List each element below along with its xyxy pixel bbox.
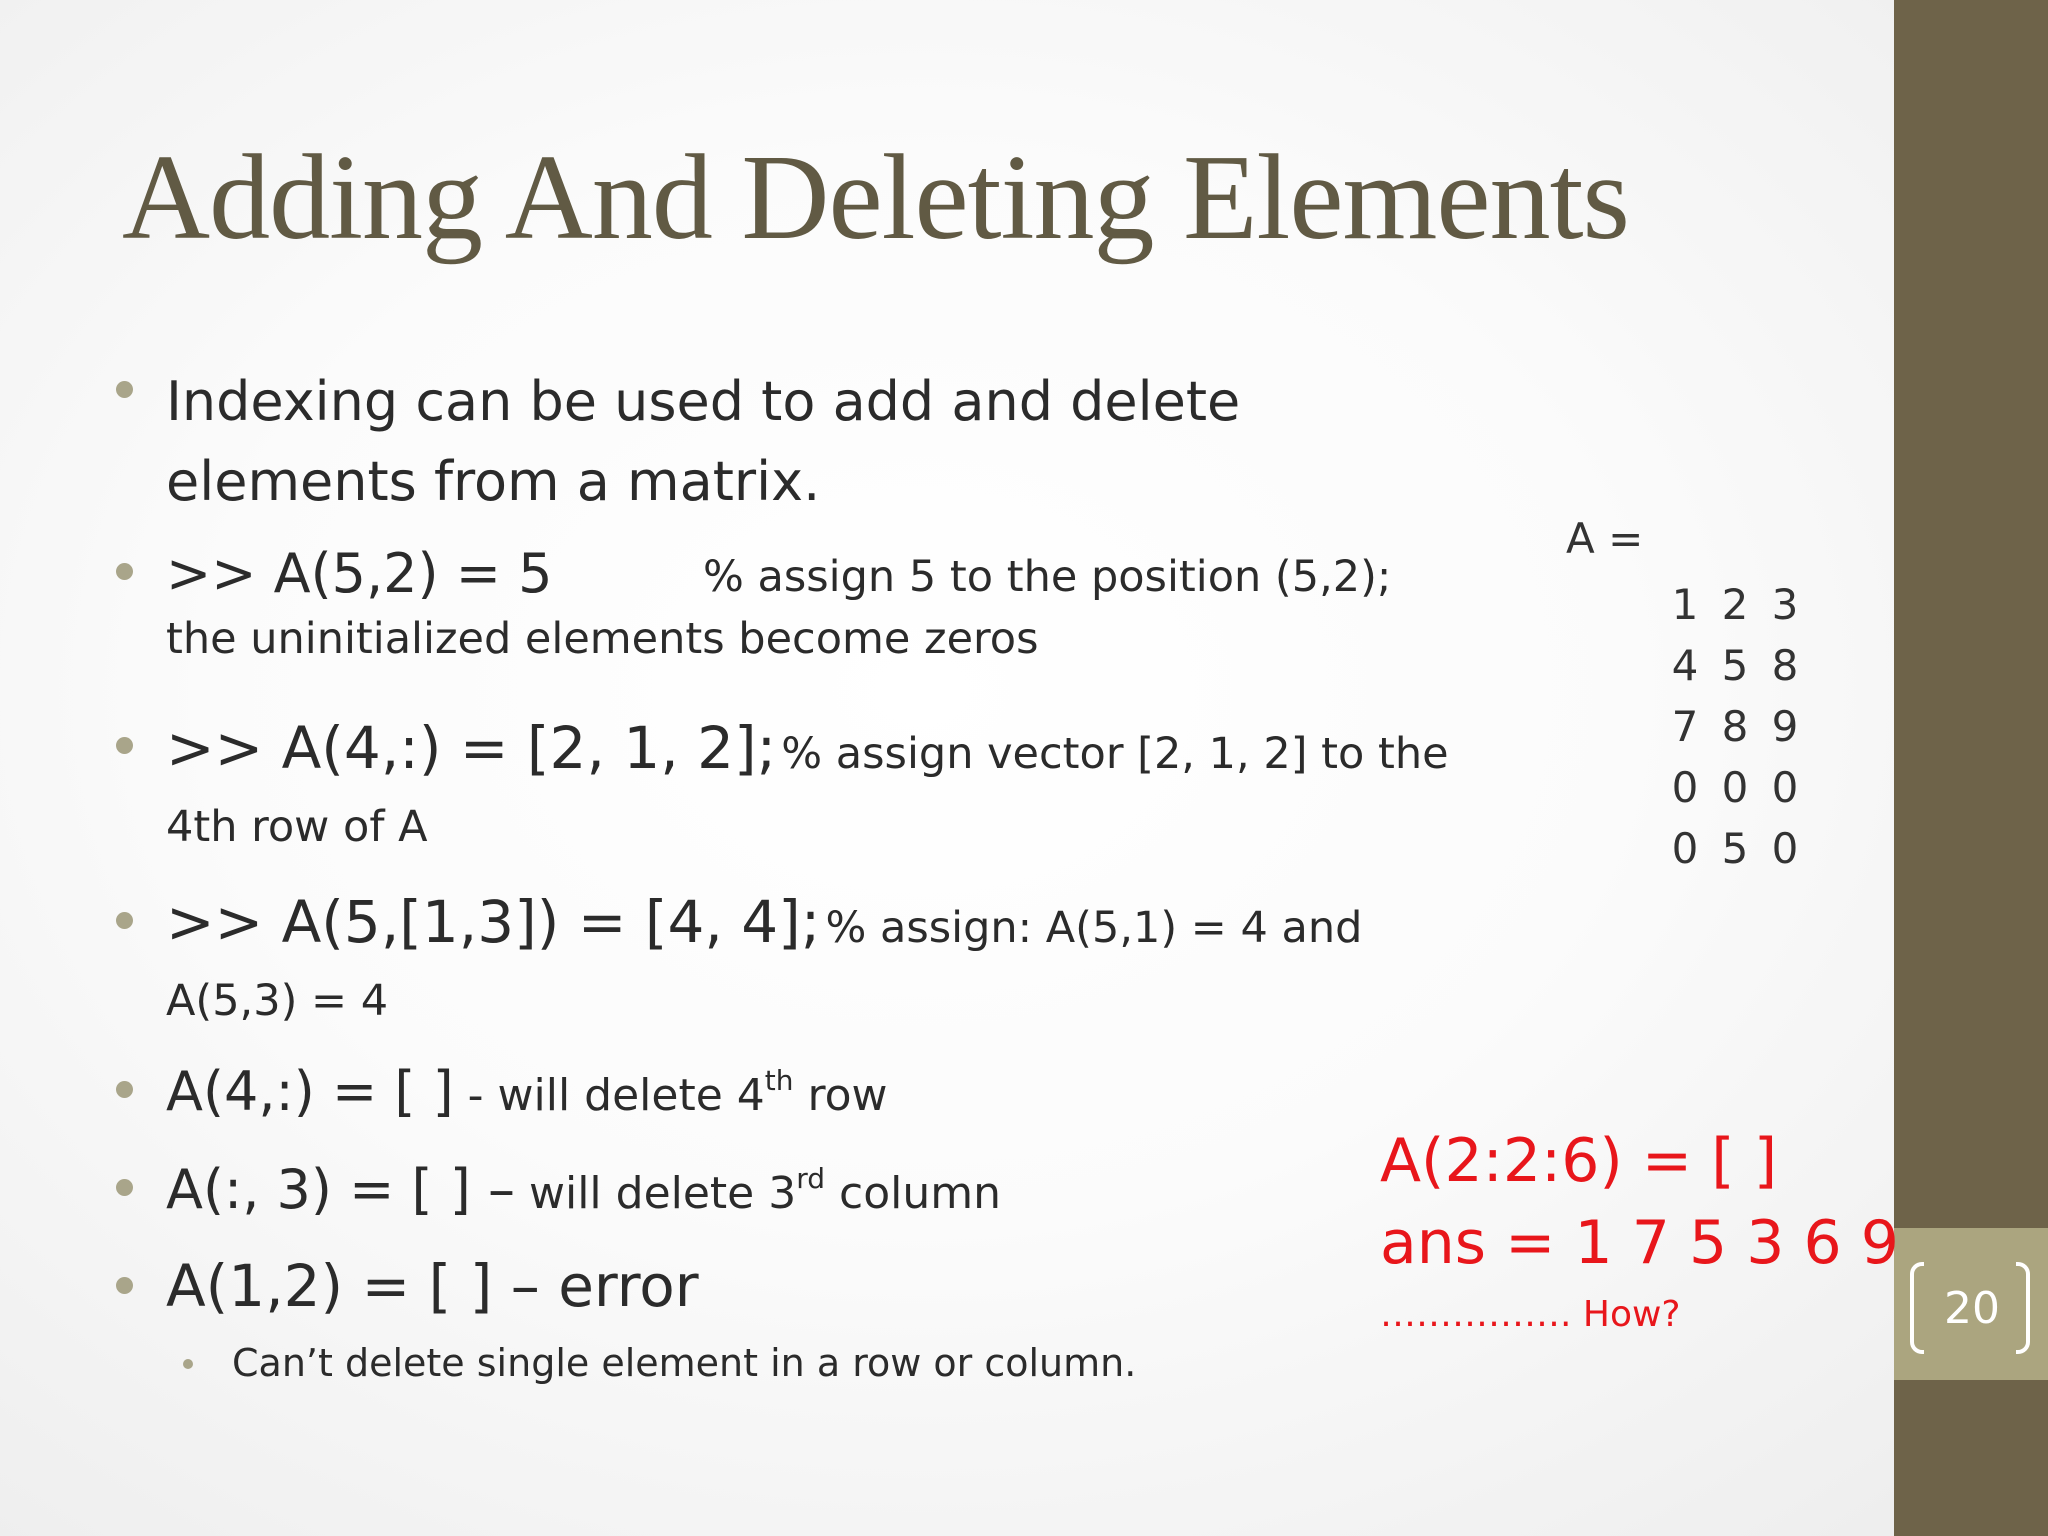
- bullet-item: [166, 1252, 699, 1320]
- bullet-dot-icon: [116, 381, 133, 398]
- bullet-text: elements from a matrix.: [166, 450, 821, 513]
- matrix-row: [1660, 574, 1810, 635]
- matrix-cell: 4: [1671, 641, 1699, 690]
- bullet-item: [166, 362, 1240, 522]
- example-question: ……………. How?: [1380, 1294, 1681, 1335]
- bullet-text: column: [825, 1168, 1001, 1219]
- bullet-text: row: [793, 1070, 888, 1121]
- matrix-label: A =: [1566, 514, 1644, 563]
- matrix-row: [1660, 635, 1810, 696]
- matrix-cell: 5: [1721, 824, 1749, 873]
- bullet-text: the uninitialized elements become zeros: [166, 614, 1039, 664]
- matrix-cell: 8: [1721, 702, 1749, 751]
- example-command: A(2:2:6) = [ ]: [1380, 1126, 1778, 1196]
- bullet-text: Indexing can be used to add and delete: [166, 370, 1241, 433]
- matrix-row: [1660, 818, 1810, 879]
- superscript-text: th: [764, 1064, 794, 1097]
- code-text: A(1,2) = [ ] – error: [166, 1252, 699, 1320]
- matrix-cell: 0: [1721, 763, 1749, 812]
- superscript-text: rd: [796, 1162, 826, 1195]
- matrix-cell: 7: [1671, 702, 1699, 751]
- code-text: A(:, 3) = [ ] –: [166, 1158, 515, 1221]
- bullet-dot-icon: [116, 1081, 133, 1098]
- bullet-item: [166, 542, 1392, 664]
- code-text: A(4,:) = [ ]: [166, 1060, 454, 1123]
- matrix-display: [1660, 574, 1810, 879]
- bullet-dot-icon: [116, 1277, 133, 1294]
- matrix-row: [1660, 696, 1810, 757]
- bullet-text: - will delete 4: [453, 1070, 765, 1121]
- matrix-cell: 0: [1671, 763, 1699, 812]
- bullet-text: A(5,3) = 4: [166, 976, 389, 1026]
- matrix-row: [1660, 757, 1810, 818]
- bullet-dot-icon: [116, 563, 133, 580]
- matrix-cell: 5: [1721, 641, 1749, 690]
- matrix-cell: 0: [1671, 824, 1699, 873]
- matrix-cell: 0: [1771, 763, 1799, 812]
- comment-text: % assign 5 to the position (5,2);: [703, 552, 1392, 602]
- code-text: >> A(5,2) = 5: [166, 542, 553, 605]
- comment-text: % assign: A(5,1) = 4 and: [825, 903, 1363, 953]
- slide-title: Adding And Deleting Elements: [122, 130, 1629, 265]
- bullet-item: [166, 888, 1362, 1026]
- example-answer: ans = 1 7 5 3 6 9: [1380, 1208, 1899, 1278]
- matrix-cell: 3: [1771, 580, 1799, 629]
- matrix-cell: 2: [1721, 580, 1749, 629]
- sub-bullet-dot-icon: [183, 1359, 193, 1369]
- sub-bullet-text: Can’t delete single element in a row or column.: [232, 1341, 1137, 1385]
- bullet-dot-icon: [116, 912, 133, 929]
- matrix-cell: 1: [1671, 580, 1699, 629]
- bullet-dot-icon: [116, 1179, 133, 1196]
- bullet-item: [166, 714, 1449, 852]
- bullet-text: 4th row of A: [166, 802, 428, 852]
- bullet-text: will delete 3: [515, 1168, 797, 1219]
- page-number: 20: [1944, 1282, 2000, 1334]
- code-text: >> A(5,[1,3]) = [4, 4];: [166, 888, 821, 956]
- bullet-item: [166, 1060, 888, 1123]
- matrix-cell: 0: [1771, 824, 1799, 873]
- bullet-item: [166, 1158, 1001, 1221]
- code-text: >> A(4,:) = [2, 1, 2];: [166, 714, 777, 782]
- comment-text: % assign vector [2, 1, 2] to the: [781, 729, 1449, 779]
- matrix-cell: 8: [1771, 641, 1799, 690]
- matrix-cell: 9: [1771, 702, 1799, 751]
- bullet-dot-icon: [116, 737, 133, 754]
